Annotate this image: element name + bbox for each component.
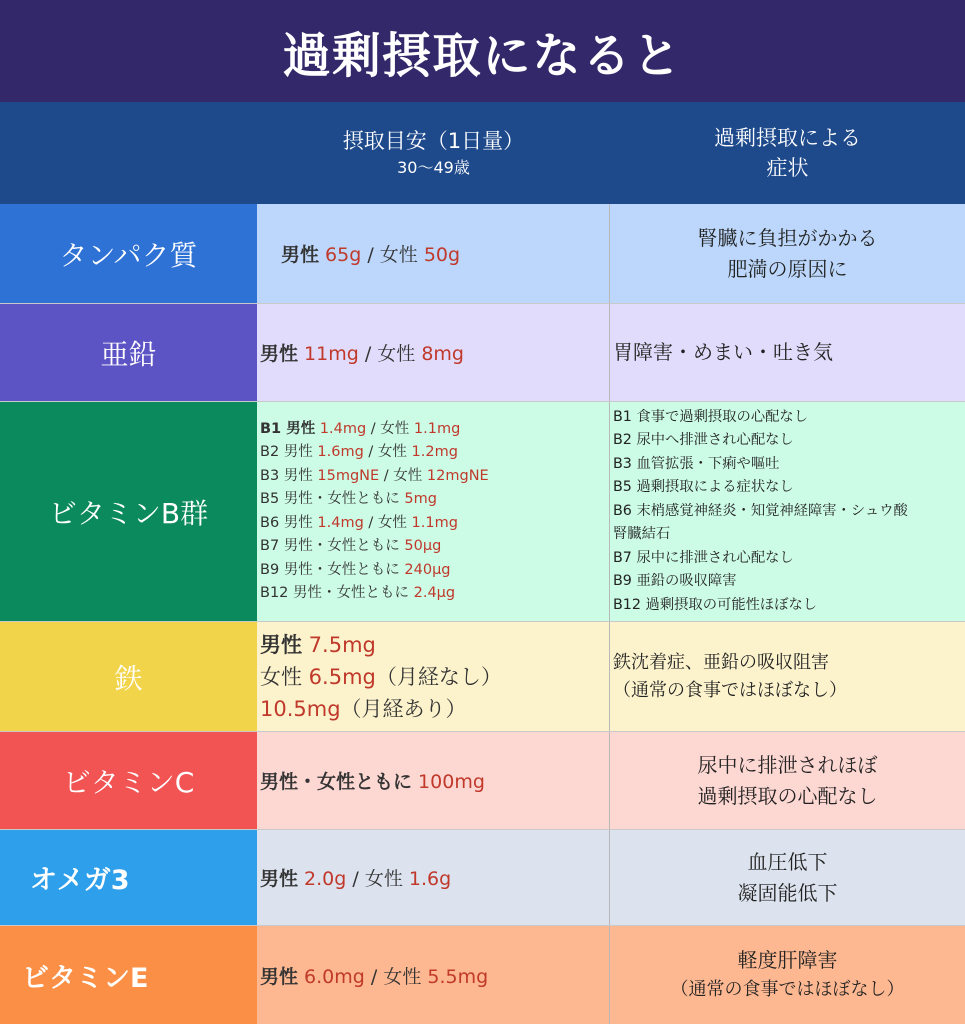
intake-text	[281, 240, 460, 267]
header-symptom-line2: 症状	[766, 156, 809, 180]
intake-part: 11mg	[298, 343, 359, 365]
nutrient-name: 亜鉛	[0, 304, 257, 401]
intake-text	[260, 864, 451, 891]
intake-cell	[257, 204, 610, 303]
header-intake-sub: 30〜49歳	[397, 158, 470, 177]
intake-part: 男性	[281, 244, 320, 266]
intake-part: / 女性	[346, 868, 403, 890]
intake-cell	[257, 732, 610, 829]
symptom-line: 凝固能低下	[737, 880, 838, 905]
symptom-cell	[610, 402, 965, 621]
table-row	[0, 926, 965, 1024]
intake-line: B6 男性 1.4mg / 女性 1.1mg	[260, 514, 458, 531]
symptom-line: B6 末梢感覚神経炎・知覚神経障害・シュウ酸	[613, 502, 908, 519]
intake-part: 男性・女性ともに	[260, 771, 413, 793]
intake-part: 100mg	[412, 771, 485, 793]
intake-text	[260, 339, 464, 366]
page-title: 過剰摂取になると	[0, 0, 965, 102]
table-row	[0, 304, 965, 402]
intake-line: 男性 7.5mg	[260, 632, 376, 657]
symptom-line: 尿中に排泄されほぼ	[697, 752, 878, 777]
symptom-line: 血圧低下	[747, 849, 828, 874]
symptom-line: 鉄沈着症、亜鉛の吸収阻害	[613, 651, 829, 673]
intake-part: / 女性	[364, 965, 422, 988]
intake-cell	[257, 622, 610, 731]
intake-part: 8mg	[415, 343, 464, 365]
nutrient-name: オメガ3	[0, 830, 257, 925]
symptom-line: B2 尿中へ排泄され心配なし	[613, 432, 794, 449]
table-row	[0, 622, 965, 732]
intake-part: 5.5mg	[421, 965, 489, 988]
nutrient-name: ビタミンE	[0, 926, 257, 1024]
intake-line: B12 男性・女性ともに 2.4μg	[260, 585, 456, 601]
symptom-line: （通常の食事ではほぼなし）	[613, 679, 847, 701]
intake-cell	[257, 402, 610, 621]
symptom-cell	[610, 830, 965, 925]
intake-text	[260, 767, 485, 794]
intake-part: 65g	[319, 244, 362, 266]
symptom-line: B9 亜鉛の吸収障害	[613, 573, 737, 590]
intake-part: 男性	[260, 343, 299, 365]
table-row	[0, 830, 965, 926]
intake-cell	[257, 830, 610, 925]
nutrient-name: ビタミンC	[0, 732, 257, 829]
intake-part: 2.0g	[298, 868, 347, 890]
table-row	[0, 732, 965, 830]
intake-part: 男性	[260, 868, 299, 890]
intake-cell	[257, 926, 610, 1024]
nutrient-name: 鉄	[0, 622, 257, 731]
symptom-cell	[610, 304, 965, 401]
symptom-line: 軽度肝障害	[737, 948, 838, 972]
header-empty-cell	[0, 102, 257, 204]
intake-line: B1 男性 1.4mg / 女性 1.1mg	[260, 420, 461, 437]
intake-part: 1.6g	[402, 868, 452, 890]
intake-cell	[257, 304, 610, 401]
symptom-line: 腎臓結石	[613, 526, 671, 543]
symptom-line: B5 過剰摂取による症状なし	[613, 479, 794, 496]
symptom-line: B12 過剰摂取の可能性ほぼなし	[613, 596, 818, 613]
intake-part: 50g	[417, 244, 461, 266]
table-row	[0, 204, 965, 304]
intake-part: / 女性	[358, 343, 416, 365]
header-symptom	[610, 102, 965, 204]
intake-line: B2 男性 1.6mg / 女性 1.2mg	[260, 444, 458, 460]
nutrient-name: ビタミンB群	[0, 402, 257, 621]
symptom-line: B7 尿中に排泄され心配なし	[613, 549, 794, 566]
symptom-cell	[610, 926, 965, 1024]
nutrient-name: タンパク質	[0, 204, 257, 303]
table-row	[0, 402, 965, 622]
header-intake	[257, 102, 610, 204]
symptom-cell	[610, 622, 965, 731]
intake-line: 女性 6.5mg（月経なし）	[260, 664, 502, 689]
symptom-line: 胃障害・めまい・吐き気	[613, 340, 833, 364]
intake-part: / 女性	[361, 244, 418, 266]
table-header	[0, 102, 965, 204]
intake-text	[260, 962, 488, 989]
symptom-line: 肥満の原因に	[727, 256, 848, 281]
intake-part: 男性	[260, 965, 299, 988]
intake-line: B7 男性・女性ともに 50μg	[260, 538, 442, 554]
intake-line: B3 男性 15mgNE / 女性 12mgNE	[260, 467, 489, 484]
symptom-cell	[610, 204, 965, 303]
intake-line: B5 男性・女性ともに 5mg	[260, 491, 437, 507]
symptom-cell	[610, 732, 965, 829]
symptom-line: B1 食事で過剰摂取の心配なし	[613, 408, 809, 425]
header-symptom-line1: 過剰摂取による	[714, 126, 861, 150]
intake-part: 6.0mg	[298, 965, 365, 988]
symptom-line: 腎臓に負担がかかる	[697, 225, 878, 250]
header-intake-label: 摂取目安（1日量）	[342, 129, 525, 153]
intake-line: 10.5mg（月経あり）	[260, 696, 467, 721]
symptom-line: （通常の食事ではほぼなし）	[670, 979, 905, 1000]
symptom-line: 過剰摂取の心配なし	[697, 783, 878, 808]
symptom-line: B3 血管拡張・下痢や嘔吐	[613, 455, 780, 472]
intake-line: B9 男性・女性ともに 240μg	[260, 561, 451, 578]
